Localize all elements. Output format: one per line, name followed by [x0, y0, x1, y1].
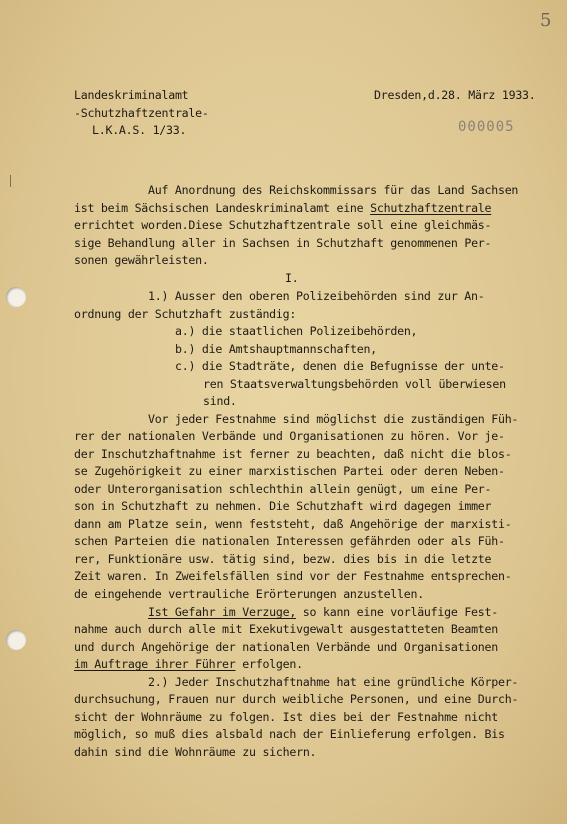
punch-hole-top	[6, 287, 26, 307]
header-office: Landeskriminalamt	[74, 88, 189, 102]
sec2-line: möglich, so muß dies alsbald nach der Einlieferung erfolgen. Bis	[74, 727, 505, 741]
para3-underlined-phrase-2: im Auftrage ihrer Führer	[74, 657, 236, 671]
sec1-line-1: 1.) Ausser den oberen Polizeibehörden sind zur An-	[148, 289, 485, 303]
sec1-item-b: b.) die Amtshauptmannschaften,	[175, 342, 377, 356]
sec1-item-c-line-1: c.) die Stadträte, denen die Befugnisse der unte-	[175, 359, 505, 373]
para2-line: son in Schutzhaft zu nehmen. Die Schutzhaft wird dagegen immer	[74, 499, 492, 513]
page-number-mark: 5	[540, 10, 552, 31]
para3-line-1-text: so kann eine vorläufige Fest-	[296, 605, 498, 619]
sec1-line-2: ordnung der Schutzhaft zuständig:	[74, 307, 297, 321]
sec1-item-a: a.) die staatlichen Polizeibehörden,	[175, 324, 418, 338]
para2-line: Vor jeder Festnahme sind möglichst die zuständigen Füh-	[148, 412, 519, 426]
para2-line: oder Unterorganisation schlechthin allein genügt, um eine Per-	[74, 482, 492, 496]
para3-line-4-text: erfolgen.	[235, 657, 303, 671]
margin-mark	[10, 175, 11, 187]
para2-line: se Zugehörigkeit zu einer marxistischen Partei oder deren Neben-	[74, 464, 505, 478]
para3-line-3: und durch Angehörige der nationalen Verbände und Organisationen	[74, 640, 498, 654]
sec2-line: 2.) Jeder Inschutzhaftnahme hat eine gründliche Körper-	[148, 675, 519, 689]
para2-line: rer der nationalen Verbände und Organisationen zu hören. Vor je-	[74, 429, 505, 443]
intro-line-2-text: ist beim Sächsischen Landeskriminalamt eine	[74, 201, 371, 215]
intro-line-4: sige Behandlung aller in Sachsen in Schutzhaft genommenen Per-	[74, 236, 492, 250]
para3-line-4	[74, 656, 303, 673]
sec2-line: durchsuchung, Frauen nur durch weibliche Personen, und eine Durch-	[74, 692, 519, 706]
para2-line: rer, Funktionäre usw. tätig sind, bezw. dies bis in die letzte	[74, 552, 492, 566]
sec1-item-c-line-2: ren Staatsverwaltungsbehörden voll überwiesen	[203, 377, 506, 391]
sec1-item-c-line-3: sind.	[203, 394, 237, 408]
para3-line-1	[148, 604, 498, 621]
intro-line-1: Auf Anordnung des Reichskommissars für das Land Sachsen	[148, 183, 519, 197]
stamp-number: 000005	[458, 119, 515, 135]
para3-underlined-phrase: Ist Gefahr im Verzuge,	[148, 605, 297, 619]
punch-hole-bottom	[6, 630, 26, 650]
intro-line-2	[74, 200, 491, 217]
header-reference: L.K.A.S. 1/33.	[92, 123, 187, 137]
para2-line: de eingehende vertrauliche Erörterungen anzustellen.	[74, 587, 424, 601]
header-date: Dresden,d.28. März 1933.	[374, 88, 536, 102]
intro-line-5: sonen gewährleisten.	[74, 253, 209, 267]
para2-line: schen Parteien die nationalen Interessen gefährden oder als Füh-	[74, 534, 505, 548]
section-numeral: I.	[285, 271, 299, 285]
para2-line: Zeit waren. In Zweifelsfällen sind vor der Festnahme entsprechen-	[74, 569, 512, 583]
para2-line: der Inschutzhaftnahme ist ferner zu beachten, daß nicht die blos-	[74, 447, 512, 461]
para2-line: dann am Platze sein, wenn feststeht, daß Angehörige der marxisti-	[74, 517, 512, 531]
intro-underlined-term: Schutzhaftzentrale	[370, 201, 492, 215]
sec2-line: sicht der Wohnräume zu folgen. Ist dies bei der Festnahme nicht	[74, 710, 498, 724]
intro-line-3: errichtet worden.Diese Schutzhaftzentrale soll eine gleichmäs-	[74, 218, 492, 232]
para3-line-2: nahme auch durch alle mit Exekutivgewalt ausgestatteten Beamten	[74, 622, 498, 636]
header-department: -Schutzhaftzentrale-	[74, 106, 209, 120]
sec2-line: dahin sind die Wohnräume zu sichern.	[74, 745, 317, 759]
